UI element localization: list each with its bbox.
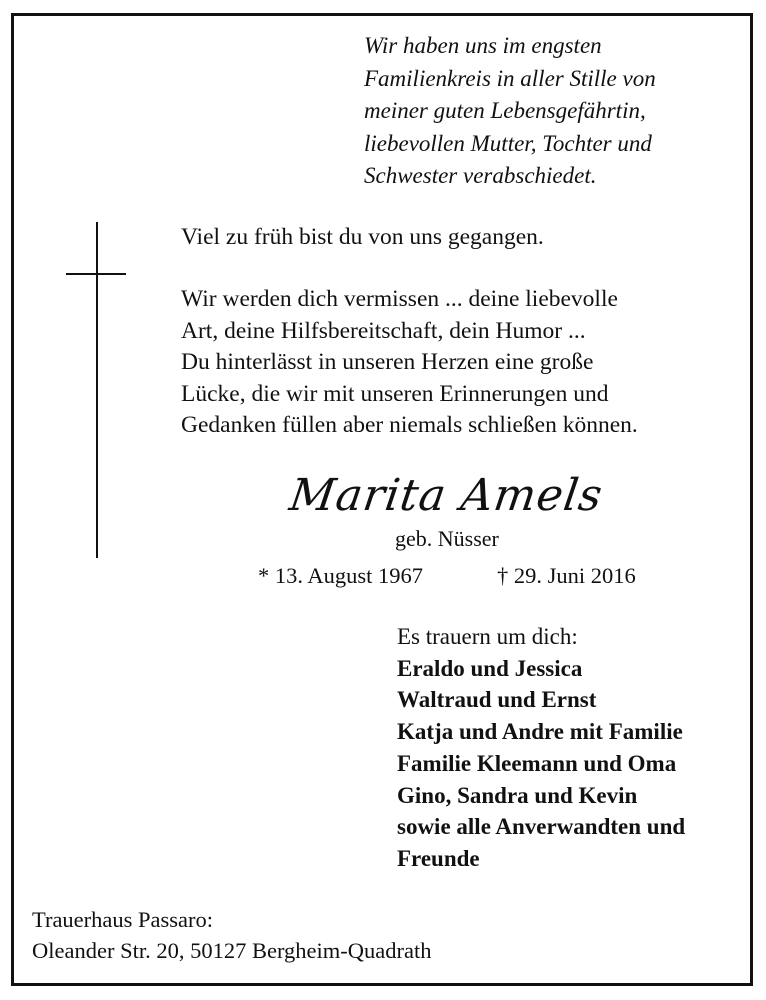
death-date: † 29. Juni 2016 — [497, 563, 636, 588]
message-line: Viel zu früh bist du von uns gegangen. — [181, 224, 544, 250]
mourner-entry: Familie Kleemann und Oma — [397, 750, 677, 776]
message-line: Art, deine Hilfsbereitschaft, dein Humor ... — [181, 317, 586, 344]
address-street: Oleander Str. 20, 50127 Bergheim-Quadrath — [32, 938, 432, 963]
quote-line: Wir haben uns im engsten — [364, 33, 602, 58]
message-first-line — [181, 222, 751, 254]
message-paragraph — [181, 284, 751, 442]
quote-line: meiner guten Lebensgefährtin, — [364, 98, 646, 123]
message-line: Du hinterlässt in unseren Herzen eine große — [181, 349, 594, 375]
mourner-entry: Gino, Sandra und Kevin — [397, 782, 638, 808]
cross-icon — [66, 222, 126, 558]
quote-line: Schwester verabschiedet. — [364, 163, 597, 188]
mourner-entry: Freunde — [397, 845, 480, 871]
quote-line: liebevollen Mutter, Tochter und — [364, 130, 652, 156]
mourner-entry: Katja und Andre mit Familie — [397, 719, 683, 745]
birth-date: * 13. August 1967 — [258, 563, 424, 588]
message-line: Lücke, die wir mit unseren Erinnerungen und — [181, 380, 609, 407]
opening-quote — [364, 30, 744, 193]
mourner-entry: sowie alle Anverwandten und — [397, 814, 686, 840]
message-line: Wir werden dich vermissen ... deine liebevolle — [181, 286, 618, 312]
address-label: Trauerhaus Passaro: — [32, 907, 214, 932]
deceased-name: Marita Amels — [286, 470, 607, 521]
mourners-intro: Es trauern um dich: — [397, 624, 578, 649]
mourner-entry: Waltraud und Ernst — [397, 687, 597, 713]
message-line: Gedanken füllen aber niemals schließen können. — [181, 412, 638, 438]
quote-line: Familienkreis in aller Stille von — [364, 65, 656, 91]
mourners-list — [397, 621, 747, 875]
mourner-entry: Eraldo und Jessica — [397, 655, 583, 681]
maiden-name: geb. Nüsser — [395, 526, 499, 551]
mourning-house-address — [32, 904, 432, 966]
